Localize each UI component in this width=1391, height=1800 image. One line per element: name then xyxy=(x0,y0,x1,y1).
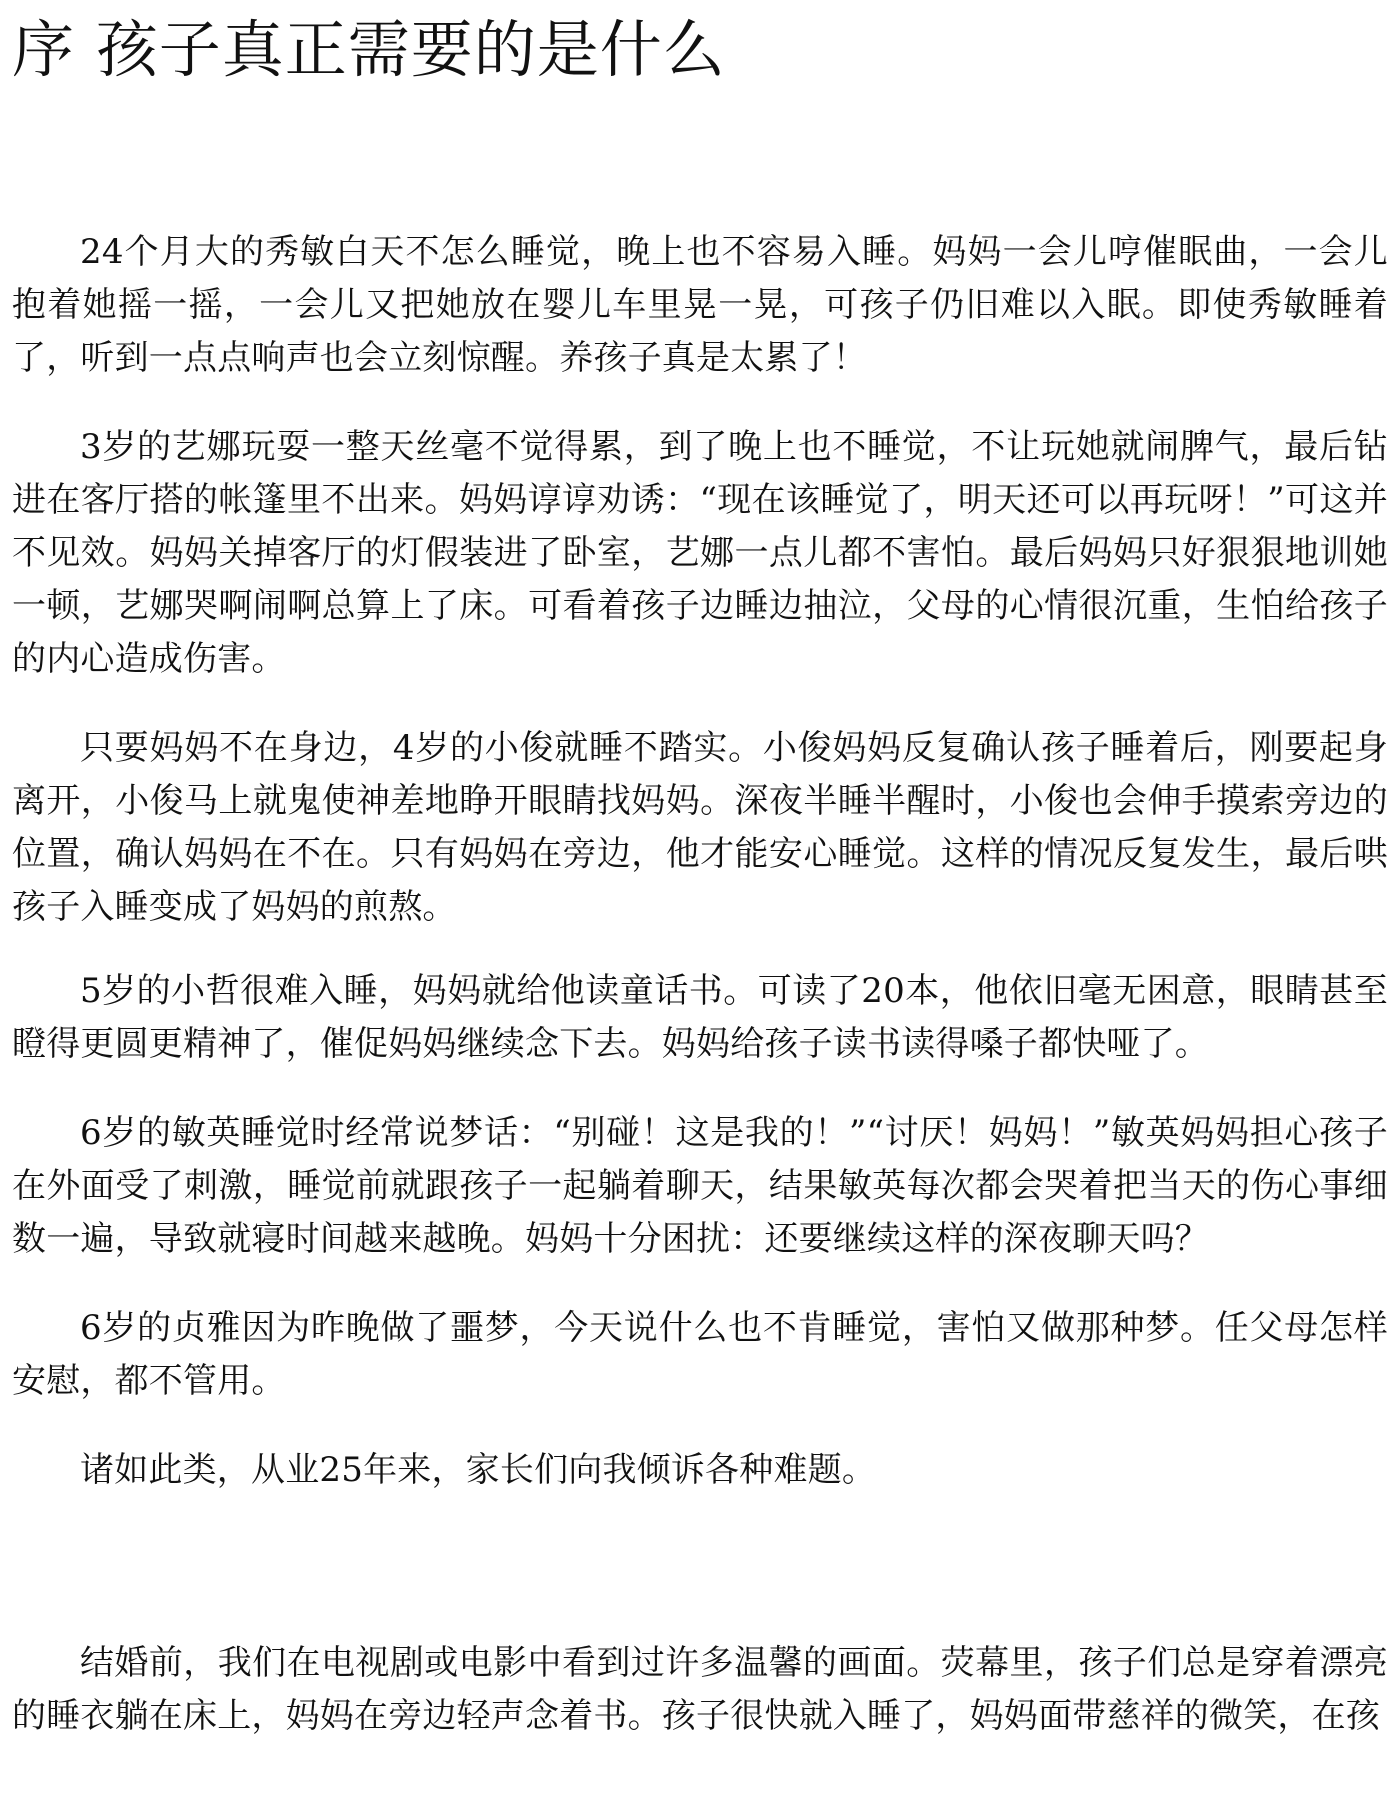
paragraph-yina: 3岁的艺娜玩耍一整天丝毫不觉得累，到了晚上也不睡觉，不让玩她就闹脾气，最后钻进在客厅搭的帐篷里不出来。妈妈谆谆劝诱：“现在该睡觉了，明天还可以再玩呀！”可这并不见效。妈妈关掉客厅的灯假装进了卧室，艺娜一点儿都不害怕。最后妈妈只好狠狠地训她一顿，艺娜哭啊闹啊总算上了床。可看着孩子边睡边抽泣，父母的心情很沉重，生怕给孩子的内心造成伤害。 xyxy=(12,427,1388,679)
paragraph-summary: 诸如此类，从业25年来，家长们向我倾诉各种难题。 xyxy=(80,1450,877,1490)
paragraph-xiaozhe: 5岁的小哲很难入睡，妈妈就给他读童话书。可读了20本，他依旧毫无困意，眼睛甚至瞪得更圆更精神了，催促妈妈继续念下去。妈妈给孩子读书读得嗓子都快哑了。 xyxy=(12,971,1388,1064)
paragraph-xiumin: 24个月大的秀敏白天不怎么睡觉，晚上也不容易入睡。妈妈一会儿哼催眠曲，一会儿抱着她摇一摇，一会儿又把她放在婴儿车里晃一晃，可孩子仍旧难以入眠。即使秀敏睡着了，听到一点点响声也会立刻惊醒。养孩子真是太累了！ xyxy=(12,232,1388,378)
chapter-title: 序 孩子真正需要的是什么 xyxy=(12,13,726,86)
paragraph-before-marriage: 结婚前，我们在电视剧或电影中看到过许多温馨的画面。荧幕里，孩子们总是穿着漂亮的睡衣躺在床上，妈妈在旁边轻声念着书。孩子很快就入睡了，妈妈面带慈祥的微笑，在孩 xyxy=(12,1643,1388,1736)
paragraph-zhenya: 6岁的贞雅因为昨晚做了噩梦，今天说什么也不肯睡觉，害怕又做那种梦。任父母怎样安慰，都不管用。 xyxy=(12,1308,1388,1401)
paragraph-xiaojun: 只要妈妈不在身边，4岁的小俊就睡不踏实。小俊妈妈反复确认孩子睡着后，刚要起身离开，小俊马上就鬼使神差地睁开眼睛找妈妈。深夜半睡半醒时，小俊也会伸手摸索旁边的位置，确认妈妈在不在。只有妈妈在旁边，他才能安心睡觉。这样的情况反复发生，最后哄孩子入睡变成了妈妈的煎熬。 xyxy=(12,728,1388,927)
paragraph-minying: 6岁的敏英睡觉时经常说梦话：“别碰！这是我的！”“讨厌！妈妈！”敏英妈妈担心孩子在外面受了刺激，睡觉前就跟孩子一起躺着聊天，结果敏英每次都会哭着把当天的伤心事细数一遍，导致就寝时间越来越晚。妈妈十分困扰：还要继续这样的深夜聊天吗？ xyxy=(12,1113,1388,1259)
